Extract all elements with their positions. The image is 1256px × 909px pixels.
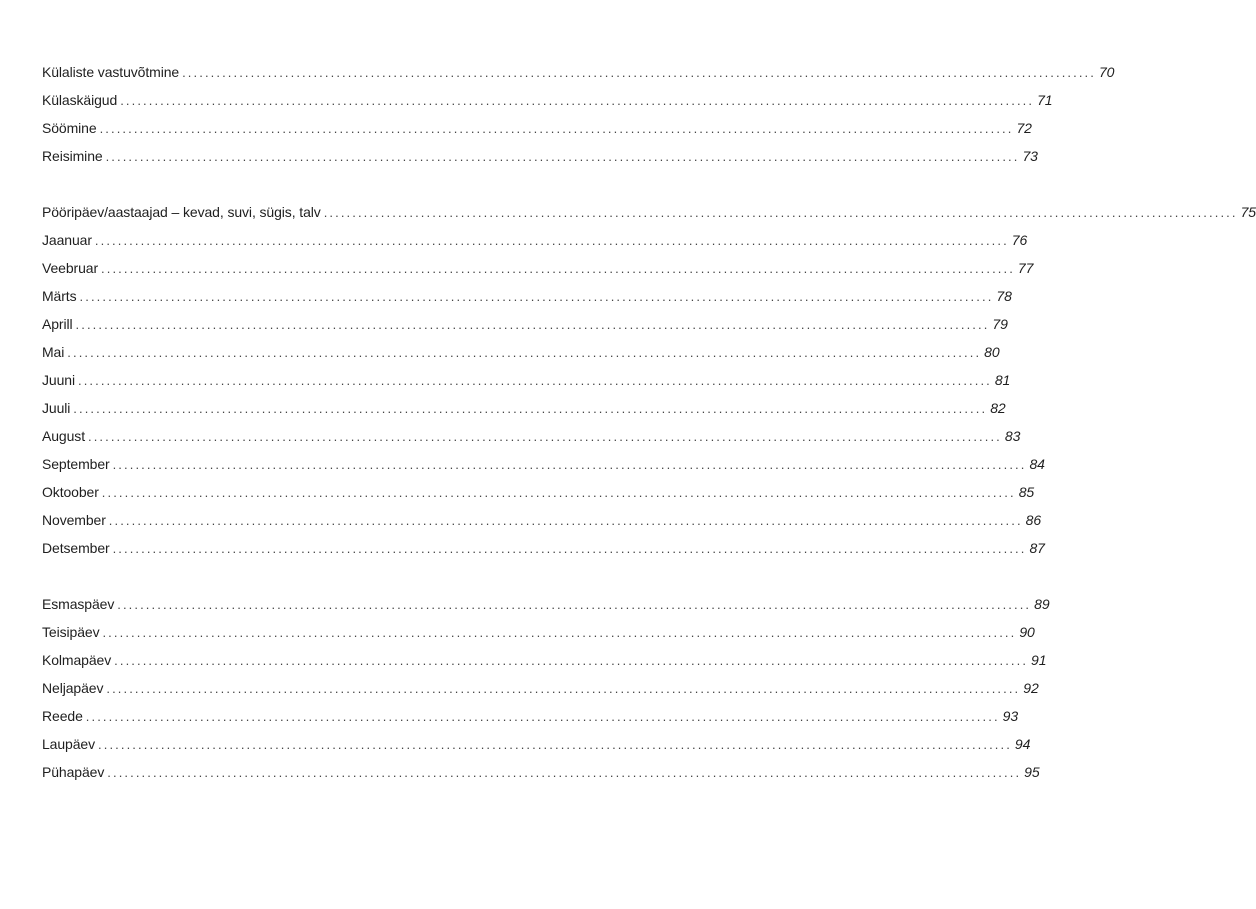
toc-entry-page-number: 72	[1016, 120, 1032, 136]
toc-entry-page-number: 81	[994, 372, 1011, 388]
toc-entry-page-number: 89	[1034, 596, 1050, 612]
toc-entry[interactable]	[42, 590, 1050, 618]
dot-leader: ................................................................................................................................................................	[102, 625, 1017, 640]
toc-entry-label: Reede	[42, 708, 83, 724]
toc-entry-label: Detsember	[42, 540, 110, 556]
dot-leader: ................................................................................................................................................................	[117, 597, 1032, 612]
dot-leader: ................................................................................................................................................................	[99, 121, 1014, 136]
toc-entry[interactable]	[42, 646, 1047, 674]
toc-entry-page-number: 85	[1018, 484, 1035, 500]
toc-entry-label: Pööripäev/aastaajad – kevad, suvi, sügis, talv	[42, 204, 321, 220]
toc-entry-page-number: 83	[1004, 428, 1021, 444]
toc-entry-page-number: 92	[1023, 680, 1039, 696]
toc-entry-page-number: 73	[1022, 148, 1038, 164]
toc-entry-label: Laupäev	[42, 736, 96, 752]
dot-leader: ................................................................................................................................................................	[112, 457, 1027, 472]
toc-entry[interactable]	[42, 758, 1040, 786]
toc-entry-page-number: 78	[996, 288, 1012, 304]
toc-entry[interactable]	[42, 702, 1019, 730]
dot-leader: ................................................................................................................................................................	[112, 541, 1027, 556]
toc-entry-page-number: 93	[1002, 708, 1019, 724]
toc-entry[interactable]	[42, 366, 1011, 394]
toc-entry-label: Külaskäigud	[42, 92, 118, 108]
toc-entry[interactable]	[42, 198, 1256, 226]
toc-entry-label: Oktoober	[42, 484, 99, 500]
table-of-contents	[42, 58, 1256, 786]
toc-entry-label: Veebruar	[42, 260, 99, 276]
toc-entry-label: Neljapäev	[42, 680, 104, 696]
toc-entry-page-number: 94	[1014, 736, 1031, 752]
toc-group	[42, 590, 1050, 786]
dot-leader: ................................................................................................................................................................	[107, 765, 1022, 780]
toc-entry-page-number: 70	[1098, 64, 1115, 80]
toc-entry-label: Märts	[42, 288, 77, 304]
dot-leader: ................................................................................................................................................................	[85, 709, 1000, 724]
toc-entry-label: Reisimine	[42, 148, 103, 164]
toc-entry-label: September	[42, 456, 110, 472]
toc-entry-page-number: 76	[1011, 232, 1028, 248]
toc-entry-page-number: 82	[990, 400, 1006, 416]
toc-entry[interactable]	[42, 254, 1034, 282]
toc-entry-page-number: 87	[1029, 540, 1045, 556]
dot-leader: ................................................................................................................................................................	[79, 289, 994, 304]
toc-group	[42, 58, 1115, 170]
toc-entry[interactable]	[42, 674, 1039, 702]
toc-entry-label: Pühapäev	[42, 764, 105, 780]
dot-leader: ................................................................................................................................................................	[88, 429, 1002, 444]
dot-leader: ................................................................................................................................................................	[105, 149, 1020, 164]
toc-entry[interactable]	[42, 58, 1115, 86]
dot-leader: ................................................................................................................................................................	[114, 653, 1029, 668]
toc-entry[interactable]	[42, 730, 1031, 758]
toc-entry-label: Juuni	[42, 372, 75, 388]
dot-leader: ................................................................................................................................................................	[73, 401, 988, 416]
toc-entry-page-number: 80	[984, 344, 1000, 360]
dot-leader: ................................................................................................................................................................	[120, 93, 1035, 108]
toc-entry-page-number: 77	[1017, 260, 1034, 276]
toc-entry-label: Teisipäev	[42, 624, 100, 640]
toc-entry[interactable]	[42, 86, 1053, 114]
toc-entry-page-number: 90	[1019, 624, 1035, 640]
dot-leader: ................................................................................................................................................................	[77, 373, 992, 388]
toc-entry[interactable]	[42, 478, 1035, 506]
toc-entry[interactable]	[42, 394, 1006, 422]
toc-group	[42, 198, 1256, 562]
toc-entry-label: Külaliste vastuvõtmine	[42, 64, 180, 80]
dot-leader: ................................................................................................................................................................	[101, 485, 1016, 500]
toc-entry[interactable]	[42, 114, 1032, 142]
toc-entry-page-number: 95	[1024, 764, 1040, 780]
dot-leader: ................................................................................................................................................................	[98, 737, 1012, 752]
toc-entry-page-number: 91	[1031, 652, 1047, 668]
toc-entry-label: Mai	[42, 344, 65, 360]
toc-entry[interactable]	[42, 282, 1012, 310]
toc-entry-page-number: 75	[1240, 204, 1256, 220]
toc-entry-page-number: 71	[1037, 92, 1053, 108]
toc-entry[interactable]	[42, 142, 1038, 170]
toc-entry[interactable]	[42, 450, 1045, 478]
toc-entry[interactable]	[42, 534, 1045, 562]
toc-entry[interactable]	[42, 618, 1035, 646]
toc-entry[interactable]	[42, 506, 1042, 534]
toc-entry-label: Kolmapäev	[42, 652, 112, 668]
dot-leader: ................................................................................................................................................................	[75, 317, 990, 332]
toc-entry-label: Aprill	[42, 316, 73, 332]
dot-leader: ................................................................................................................................................................	[108, 513, 1023, 528]
toc-entry-label: Juuli	[42, 400, 71, 416]
dot-leader: ................................................................................................................................................................	[67, 345, 982, 360]
toc-entry-label: Söömine	[42, 120, 97, 136]
toc-entry-label: August	[42, 428, 85, 444]
toc-entry[interactable]	[42, 422, 1021, 450]
toc-entry-label: Esmaspäev	[42, 596, 115, 612]
dot-leader: ................................................................................................................................................................	[323, 205, 1238, 220]
dot-leader: ................................................................................................................................................................	[106, 681, 1021, 696]
toc-entry-label: November	[42, 512, 106, 528]
dot-leader: ................................................................................................................................................................	[94, 233, 1009, 248]
toc-entry[interactable]	[42, 226, 1028, 254]
toc-entry[interactable]	[42, 310, 1008, 338]
toc-entry-page-number: 86	[1025, 512, 1042, 528]
toc-entry-label: Jaanuar	[42, 232, 92, 248]
toc-entry-page-number: 84	[1029, 456, 1045, 472]
toc-entry-page-number: 79	[992, 316, 1008, 332]
toc-entry[interactable]	[42, 338, 1000, 366]
dot-leader: ................................................................................................................................................................	[182, 65, 1096, 80]
dot-leader: ................................................................................................................................................................	[101, 261, 1015, 276]
